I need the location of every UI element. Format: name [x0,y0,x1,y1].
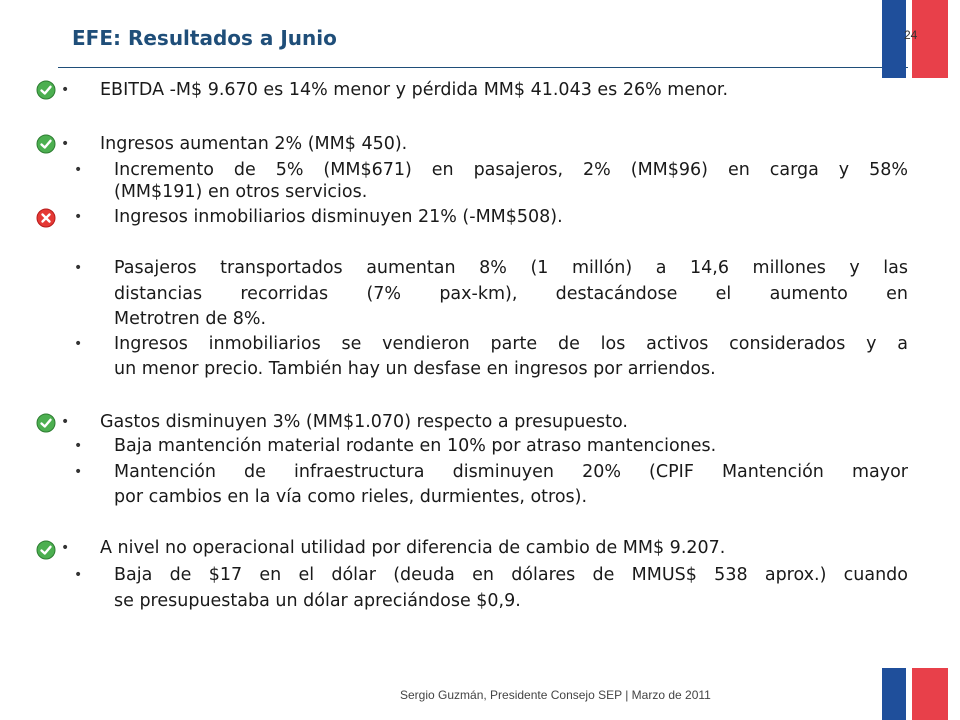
list-item [0,331,960,357]
list-item-continuation [0,588,960,614]
bullet: • [74,567,83,583]
bullet-text: Ingresos inmobiliarios disminuyen 21% (-MM$508). [114,207,563,227]
flag-blue-stripe [882,668,906,720]
bullet: • [61,82,70,98]
list-item-continuation [0,484,960,510]
bullet: • [61,414,70,430]
bullet-text: Incremento de 5% (MM$671) en pasajeros, 2% (MM$96) en carga y 58% [114,160,908,180]
bullet: • [74,438,83,454]
footer-credit: Sergio Guzmán, Presidente Consejo SEP | Marzo de 2011 [400,688,711,702]
flag-blue-stripe [882,0,906,78]
list-item [0,459,960,485]
bullet: • [61,136,70,152]
bullet-text: por cambios en la vía como rieles, durmientes, otros). [114,487,588,507]
bullet-text: A nivel no operacional utilidad por diferencia de cambio de MM$ 9.207. [100,538,726,558]
list-item-continuation [0,356,960,382]
slide-title: EFE: Resultados a Junio [72,26,337,50]
bullet-text: un menor precio. También hay un desfase en ingresos por arriendos. [114,359,716,379]
list-item [0,409,960,435]
bullet-text: Ingresos aumentan 2% (MM$ 450). [100,134,408,154]
bullet-text: distancias recorridas (7% pax-km), destacándose el aumento en [114,284,908,304]
bullet-text: Baja de $17 en el dólar (deuda en dólares de MMUS$ 538 aprox.) cuando [114,565,908,585]
bullet-text: Ingresos inmobiliarios se vendieron parte de los activos considerados y a [114,334,908,354]
list-item [0,562,960,588]
flag-red-stripe [912,668,948,720]
page-number: 24 [904,28,918,42]
bullet: • [74,260,83,276]
bullet-text: Gastos disminuyen 3% (MM$1.070) respecto a presupuesto. [100,412,628,432]
bullet-text: Metrotren de 8%. [114,309,267,329]
title-divider [58,67,908,68]
bullet-text: se presupuestaba un dólar apreciándose $0,9. [114,591,521,611]
bullet-text: Baja mantención material rodante en 10% por atraso mantenciones. [114,436,717,456]
bullet-text: Mantención de infraestructura disminuyen 20% (CPIF Mantención mayor [114,462,908,482]
bullet: • [61,540,70,556]
bullet-text: Pasajeros transportados aumentan 8% (1 millón) a 14,6 millones y las [114,258,908,278]
bullet: • [74,336,83,352]
list-item [0,77,960,103]
list-item-continuation [0,306,960,332]
bullet-text: (MM$191) en otros servicios. [114,182,368,202]
list-item [0,255,960,281]
list-item-continuation [0,179,960,205]
flag-logo-bottom [882,668,948,720]
flag-red-stripe [912,0,948,78]
list-item-continuation [0,281,960,307]
list-item [0,131,960,157]
bullet: • [74,464,83,480]
list-item [0,204,960,230]
list-item [0,535,960,561]
bullet: • [74,209,83,225]
bullet: • [74,162,83,178]
list-item [0,433,960,459]
bullet-text: EBITDA -M$ 9.670 es 14% menor y pérdida MM$ 41.043 es 26% menor. [100,80,729,100]
